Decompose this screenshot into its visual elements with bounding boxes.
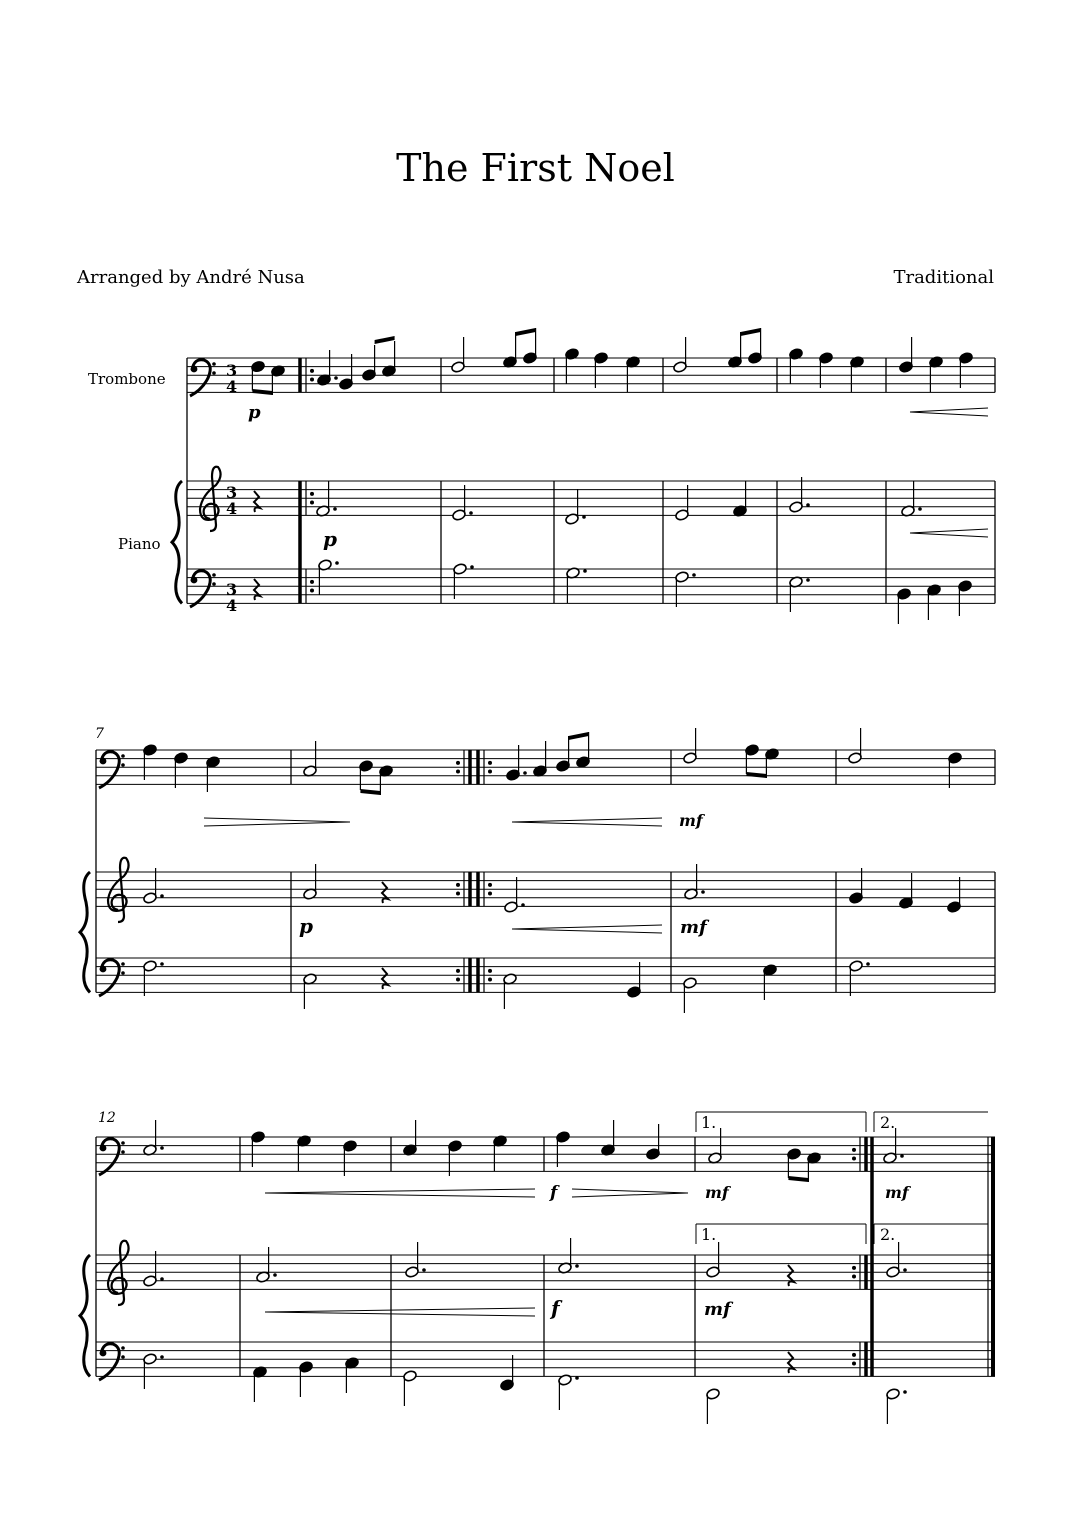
quarter-rest bbox=[788, 1352, 794, 1373]
augmentation-dot bbox=[521, 903, 525, 907]
decrescendo-hairpin bbox=[204, 818, 350, 822]
instrument-name-piano: Piano bbox=[118, 535, 161, 553]
repeat-dot bbox=[456, 883, 460, 887]
crescendo-hairpin bbox=[265, 1193, 535, 1197]
bass-clef-icon bbox=[121, 1346, 125, 1350]
repeat-dot bbox=[310, 378, 314, 382]
svg-text:3: 3 bbox=[226, 361, 238, 380]
repeat-dot bbox=[310, 589, 314, 593]
arranger-credit: Arranged by André Nusa bbox=[77, 267, 305, 288]
bass-clef-icon bbox=[121, 971, 125, 975]
volta-first-label: 1. bbox=[701, 1225, 717, 1244]
augmentation-dot bbox=[160, 1146, 164, 1150]
repeat-dot bbox=[310, 492, 314, 496]
piano-brace bbox=[80, 1255, 90, 1376]
beam bbox=[516, 328, 536, 336]
augmentation-dot bbox=[575, 1376, 579, 1380]
bass-clef-icon bbox=[212, 573, 216, 577]
repeat-dot bbox=[456, 761, 460, 765]
bass-clef-icon bbox=[121, 1141, 125, 1145]
repeat-dot bbox=[488, 892, 492, 896]
dynamic-mf: mf bbox=[705, 1183, 729, 1202]
repeat-dot bbox=[310, 501, 314, 505]
augmentation-dot bbox=[470, 565, 474, 569]
crescendo-hairpin bbox=[265, 1312, 535, 1316]
repeat-dot bbox=[852, 1353, 856, 1357]
repeat-dot bbox=[456, 969, 460, 973]
bass-clef-icon bbox=[190, 571, 210, 607]
volta-first-label: 1. bbox=[701, 1113, 717, 1132]
bass-clef-icon bbox=[99, 752, 119, 788]
bass-clef-icon bbox=[100, 1350, 107, 1357]
svg-text:4: 4 bbox=[226, 377, 238, 396]
measure-number-12: 12 bbox=[98, 1110, 116, 1126]
bass-clef-icon bbox=[99, 960, 119, 996]
crescendo-hairpin bbox=[512, 818, 662, 822]
repeat-dot bbox=[456, 892, 460, 896]
bass-clef-icon bbox=[212, 362, 216, 366]
volta-second-label: 2. bbox=[880, 1113, 896, 1132]
repeat-dot bbox=[456, 978, 460, 982]
bass-clef-icon bbox=[121, 1355, 125, 1359]
augmentation-dot bbox=[333, 507, 337, 511]
dynamic-mf: mf bbox=[679, 811, 703, 830]
composer-credit: Traditional bbox=[893, 267, 994, 288]
repeat-dot bbox=[488, 761, 492, 765]
quarter-rest bbox=[254, 491, 260, 512]
repeat-dot bbox=[488, 969, 492, 973]
bass-clef-icon bbox=[100, 758, 107, 765]
bass-clef-icon bbox=[212, 371, 216, 375]
repeat-dot bbox=[488, 770, 492, 774]
augmentation-dot bbox=[160, 1277, 164, 1281]
beam bbox=[252, 389, 272, 395]
bass-clef-icon bbox=[121, 1150, 125, 1154]
bass-clef-icon bbox=[99, 1139, 119, 1175]
crescendo-hairpin bbox=[512, 925, 662, 929]
crescendo-hairpin bbox=[910, 412, 988, 416]
treble-clef-icon bbox=[108, 1241, 129, 1305]
quarter-rest bbox=[788, 1265, 794, 1286]
svg-text:3: 3 bbox=[226, 483, 238, 502]
augmentation-dot bbox=[160, 962, 164, 966]
bass-clef-icon bbox=[191, 577, 198, 584]
repeat-dot bbox=[852, 1157, 856, 1161]
augmentation-dot bbox=[701, 890, 705, 894]
dynamic-p: p bbox=[248, 402, 261, 423]
crescendo-hairpin bbox=[265, 1189, 535, 1193]
crescendo-hairpin bbox=[910, 533, 988, 537]
repeat-dot bbox=[852, 1275, 856, 1279]
quarter-rest bbox=[254, 579, 260, 600]
augmentation-dot bbox=[903, 1390, 907, 1394]
crescendo-hairpin bbox=[512, 822, 662, 826]
time-signature-piano-bass bbox=[226, 580, 237, 615]
augmentation-dot bbox=[160, 1355, 164, 1359]
repeat-dot bbox=[852, 1266, 856, 1270]
bass-clef-icon bbox=[121, 763, 125, 767]
quarter-rest bbox=[382, 968, 388, 989]
crescendo-hairpin bbox=[265, 1308, 535, 1312]
bass-clef-icon bbox=[121, 962, 125, 966]
beam bbox=[746, 772, 766, 778]
crescendo-hairpin bbox=[910, 529, 988, 533]
treble-clef-icon bbox=[108, 858, 129, 922]
beam bbox=[375, 336, 395, 344]
svg-text:4: 4 bbox=[226, 596, 238, 615]
repeat-dot bbox=[310, 369, 314, 373]
bass-clef-icon bbox=[100, 1145, 107, 1152]
beam bbox=[788, 1176, 808, 1182]
bass-clef-icon bbox=[121, 754, 125, 758]
augmentation-dot bbox=[469, 511, 473, 515]
augmentation-dot bbox=[160, 894, 164, 898]
dynamic-mf: mf bbox=[704, 1299, 731, 1320]
augmentation-dot bbox=[900, 1154, 904, 1158]
repeat-dot bbox=[456, 770, 460, 774]
augmentation-dot bbox=[806, 578, 810, 582]
repeat-dot bbox=[488, 883, 492, 887]
crescendo-hairpin bbox=[910, 408, 988, 412]
crescendo-hairpin bbox=[512, 929, 662, 933]
dynamic-p: p bbox=[299, 914, 313, 938]
bass-clef-icon bbox=[190, 360, 210, 396]
decrescendo-hairpin bbox=[204, 822, 350, 826]
repeat-dot bbox=[488, 978, 492, 982]
measure-number-7: 7 bbox=[95, 726, 104, 742]
piano-brace bbox=[172, 481, 182, 603]
dynamic-mf: mf bbox=[885, 1183, 909, 1202]
quarter-rest bbox=[382, 882, 388, 903]
piano-brace bbox=[80, 872, 90, 992]
repeat-dot bbox=[852, 1148, 856, 1152]
volta-second-label: 2. bbox=[880, 1225, 896, 1244]
piece-title: The First Noel bbox=[396, 146, 675, 190]
engraving bbox=[80, 328, 995, 1424]
svg-text:4: 4 bbox=[226, 499, 238, 518]
augmentation-dot bbox=[422, 1268, 426, 1272]
dynamic-mf: mf bbox=[680, 917, 707, 938]
augmentation-dot bbox=[335, 561, 339, 565]
augmentation-dot bbox=[903, 1268, 907, 1272]
augmentation-dot bbox=[918, 507, 922, 511]
svg-text:3: 3 bbox=[226, 580, 238, 599]
bass-clef-icon bbox=[191, 366, 198, 373]
dynamic-p: p bbox=[323, 527, 337, 551]
repeat-dot bbox=[852, 1362, 856, 1366]
dynamic-f: f bbox=[550, 1183, 558, 1203]
instrument-name-trombone: Trombone bbox=[88, 370, 166, 388]
bass-clef-icon bbox=[212, 582, 216, 586]
dynamic-f: f bbox=[551, 1296, 560, 1320]
bass-clef-icon bbox=[100, 966, 107, 973]
repeat-dot bbox=[310, 580, 314, 584]
augmentation-dot bbox=[866, 962, 870, 966]
beam bbox=[360, 789, 380, 795]
augmentation-dot bbox=[583, 569, 587, 573]
augmentation-dot bbox=[273, 1273, 277, 1277]
augmentation-dot bbox=[334, 376, 338, 380]
decrescendo-hairpin bbox=[572, 1189, 688, 1193]
augmentation-dot bbox=[523, 771, 527, 775]
decrescendo-hairpin bbox=[572, 1193, 688, 1197]
augmentation-dot bbox=[582, 515, 586, 519]
augmentation-dot bbox=[806, 503, 810, 507]
augmentation-dot bbox=[575, 1264, 579, 1268]
beam bbox=[741, 328, 761, 336]
time-signature-piano-treble bbox=[226, 483, 237, 518]
bass-clef-icon bbox=[99, 1344, 119, 1380]
beam bbox=[569, 732, 589, 740]
treble-clef-icon bbox=[200, 467, 221, 531]
augmentation-dot bbox=[692, 573, 696, 577]
